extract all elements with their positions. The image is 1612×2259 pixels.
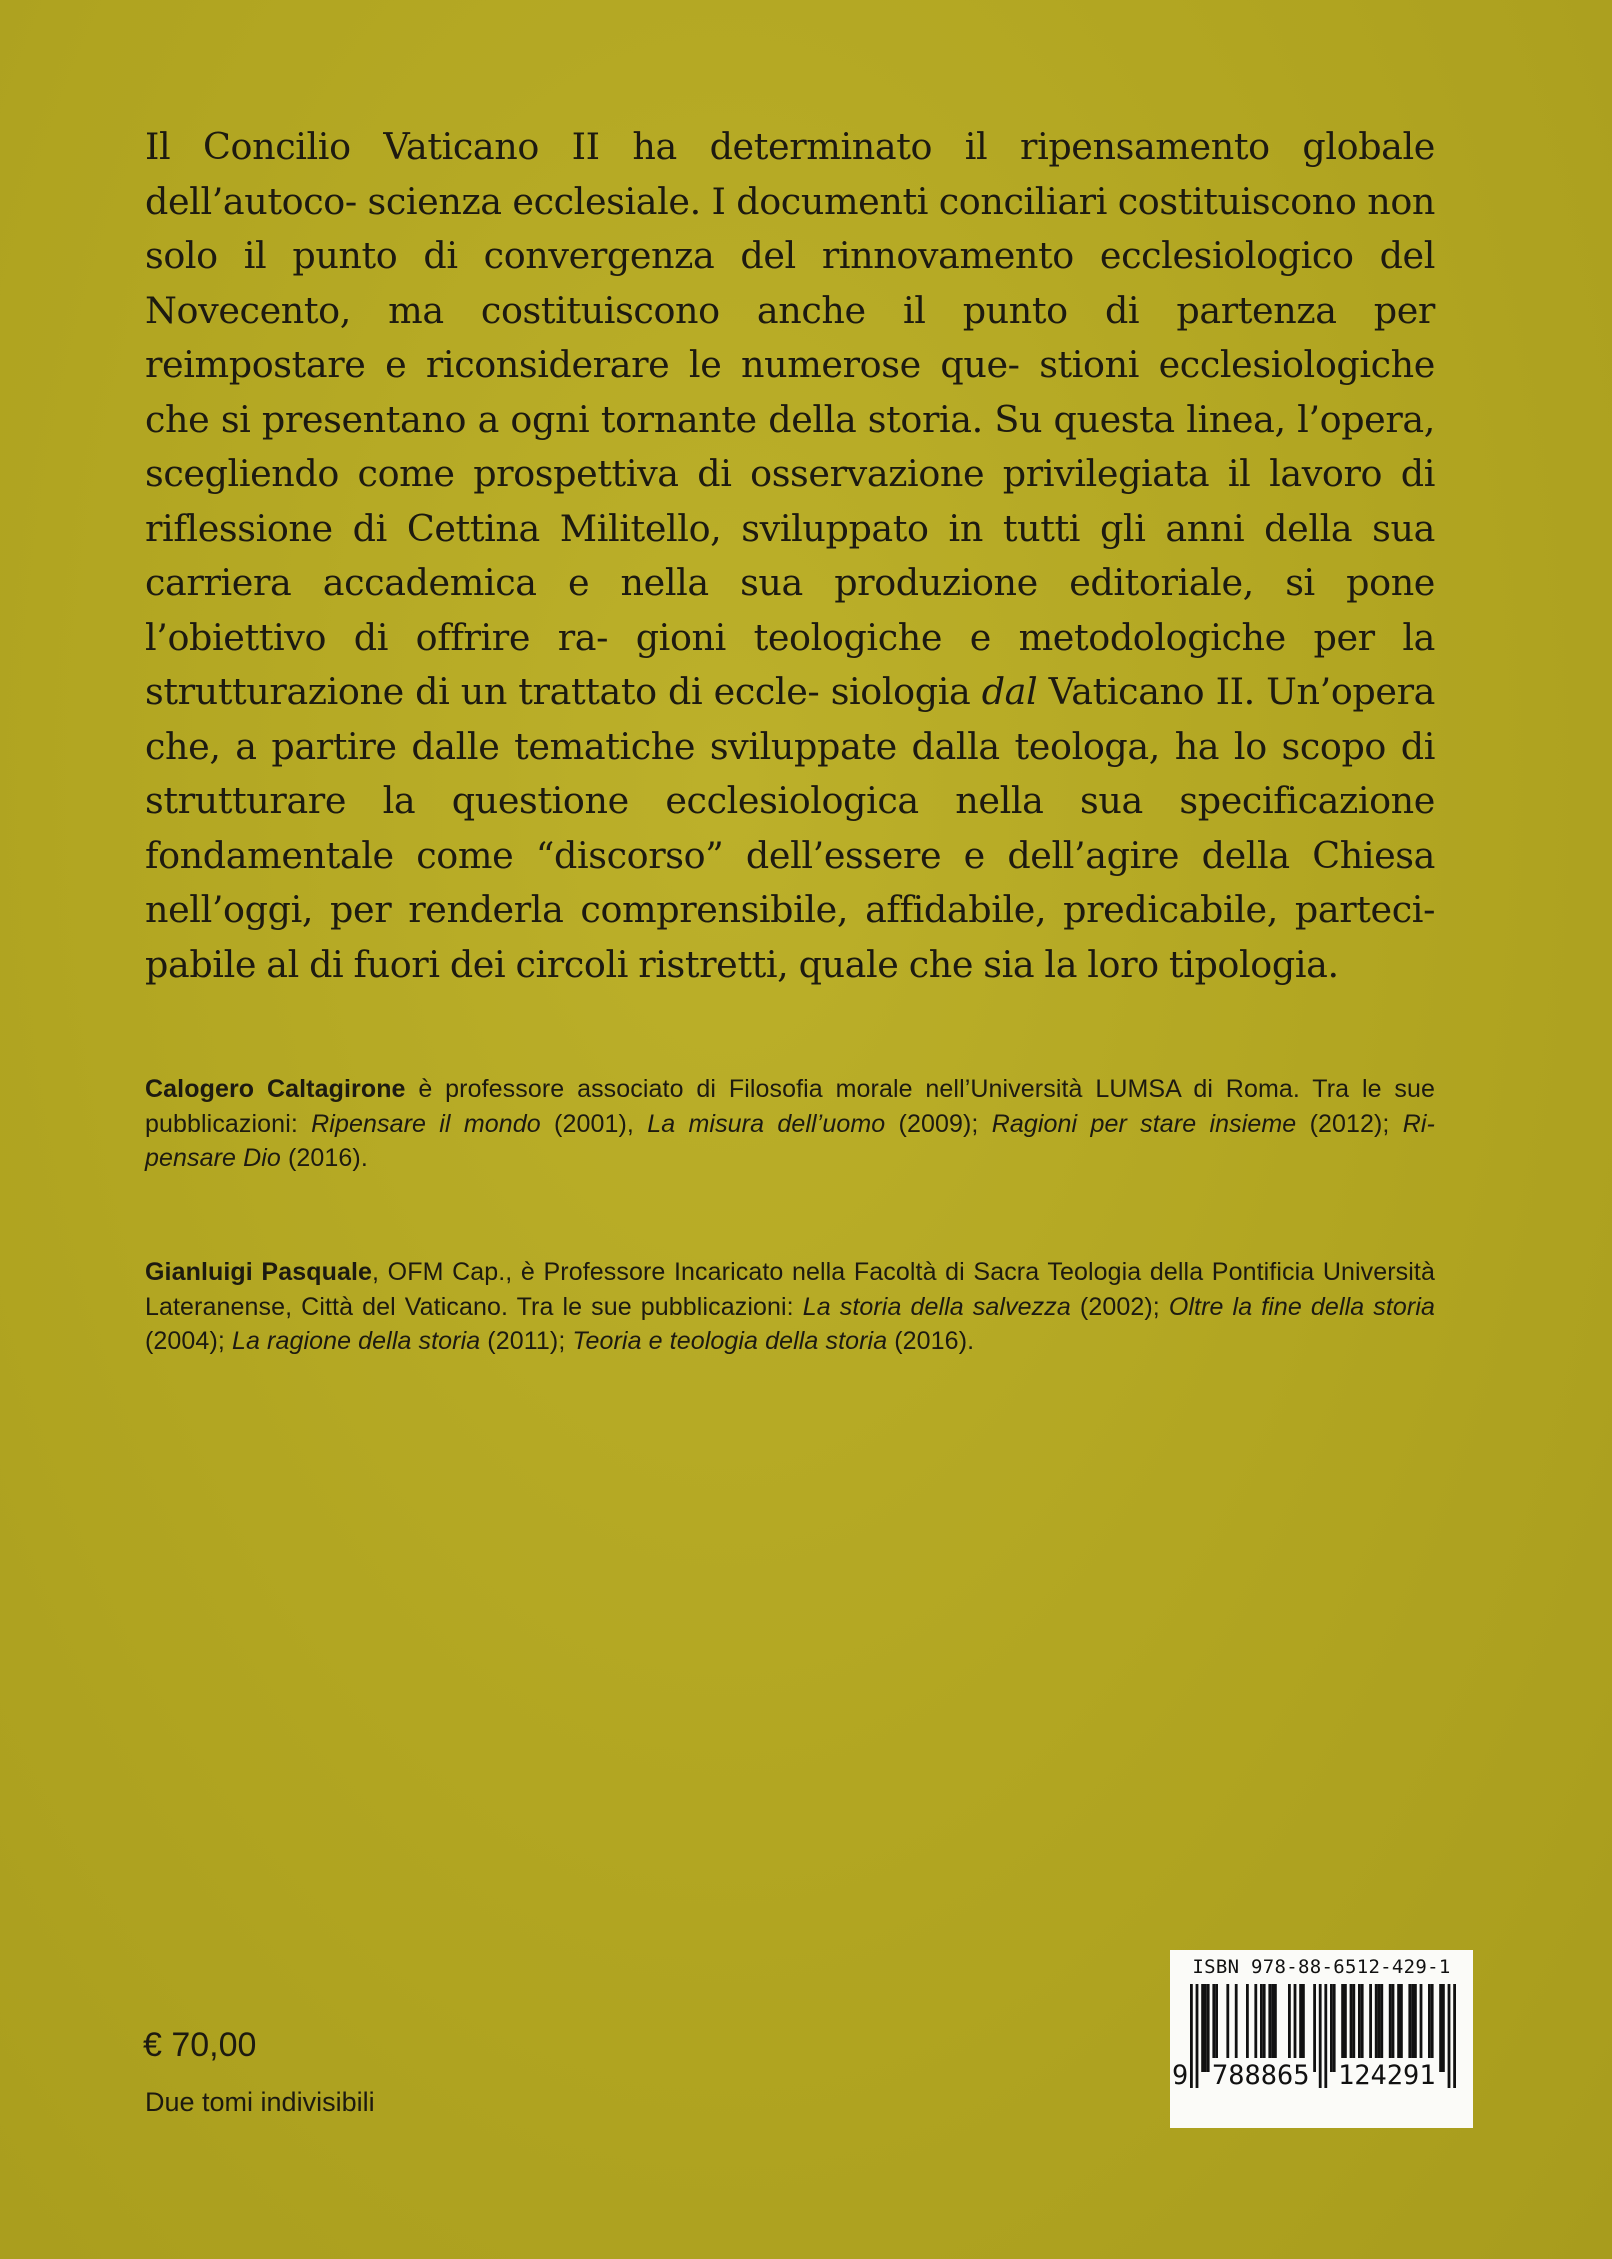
publication-title: La ragione della storia xyxy=(231,1327,481,1355)
blurb-paragraph xyxy=(145,120,1435,992)
publication-title: Teoria e teologia della storia xyxy=(572,1327,888,1355)
bio-text: è professore associato di Filosofia morale nell’Università LUMSA di Roma. Tra le sue pubblicazioni: xyxy=(145,1075,1435,1138)
blurb-line: accademica e nella sua produzione editoriale, si pone l’obiettivo di offrire ra- xyxy=(145,561,1436,659)
author-name: Gianluigi Pasquale xyxy=(145,1258,373,1286)
blurb-line: siologia xyxy=(830,670,982,713)
bio-text: (2016). xyxy=(280,1144,368,1172)
bio-text: (2002); xyxy=(1070,1292,1169,1321)
price-label: € 70,00 xyxy=(143,2026,257,2064)
publication-title: Ragioni per stare insieme xyxy=(991,1109,1297,1138)
publication-title: Ripensare il mondo xyxy=(311,1109,541,1138)
blurb-line: stioni ecclesiologiche che si presentano a ogni tornante della storia. Su questa xyxy=(145,343,1435,441)
publication-title: La misura dell’uomo xyxy=(647,1109,886,1138)
blurb-emphasis: dal xyxy=(981,670,1038,713)
ean-first-digit: 9 xyxy=(1172,2060,1189,2091)
blurb-line: gioni teologiche e metodologiche per la strutturazione di un trattato di eccle- xyxy=(145,615,1436,713)
blurb-line: anche il punto di partenza per reimpostare e riconsiderare le numerose que- xyxy=(145,288,1435,386)
volumes-note: Due tomi indivisibili xyxy=(145,2087,375,2117)
author-bio-pasquale xyxy=(145,1255,1435,1359)
publication-title: Oltre la fine della storia xyxy=(1168,1292,1436,1321)
blurb-line: dalla teologa, ha lo scopo di strutturare la questione ecclesiologica nella sua xyxy=(145,724,1435,822)
blurb-line: pabile al di fuori dei circoli ristretti, quale che sia la loro tipologia. xyxy=(145,942,1339,986)
ean-digits xyxy=(1170,2058,1473,2094)
isbn-label: ISBN 978-88-6512-429-1 xyxy=(1192,1956,1451,1978)
ean-left-group: 788865 xyxy=(1210,2058,1312,2094)
ean-right-group: 124291 xyxy=(1336,2058,1438,2094)
publication-title: La storia della salvezza xyxy=(802,1292,1071,1321)
author-name: Calogero Caltagirone xyxy=(145,1075,406,1103)
bio-text: (2012); xyxy=(1296,1109,1403,1138)
bio-text: (2011); xyxy=(480,1327,573,1355)
bio-text: , OFM Cap., è Professore Incaricato nella Facoltà di Sacra Teologia della Pontificia Università Lateranense, Città del Vaticano. Tra le sue pubblicazioni: xyxy=(145,1258,1435,1321)
blurb-line: Chiesa nell’oggi, per renderla comprensibile, affidabile, predicabile, parteci- xyxy=(145,833,1435,931)
bio-text: (2016). xyxy=(887,1327,975,1355)
blurb-line: specificazione fondamentale come “discorso” dell’essere e dell’agire della xyxy=(145,779,1435,877)
blurb-line: di riflessione di Cettina Militello, sviluppato in tutti gli anni della sua carriera xyxy=(145,452,1436,604)
bio-text: (2004); xyxy=(145,1327,232,1355)
blurb-line: Vaticano II. Un’opera che, a partire dalle tematiche sviluppate xyxy=(145,670,1436,768)
blurb-line: linea, l’opera, scegliendo come prospettiva di osservazione privilegiata il lavoro xyxy=(145,397,1435,495)
publication-title: Ri-pensare Dio xyxy=(145,1109,1435,1172)
blurb-line: convergenza del rinnovamento ecclesiologico del Novecento, ma costituiscono xyxy=(145,234,1436,332)
bio-text: (2009); xyxy=(885,1109,992,1138)
blurb-line: Il Concilio Vaticano II ha determinato il ripensamento globale dell’autoco- xyxy=(145,125,1435,223)
isbn-barcode xyxy=(1170,1950,1473,2128)
bio-text: (2001), xyxy=(540,1109,648,1138)
blurb-line: scienza ecclesiale. I documenti conciliari costituiscono non solo il punto di xyxy=(145,179,1436,277)
author-bio-caltagirone xyxy=(145,1072,1435,1176)
